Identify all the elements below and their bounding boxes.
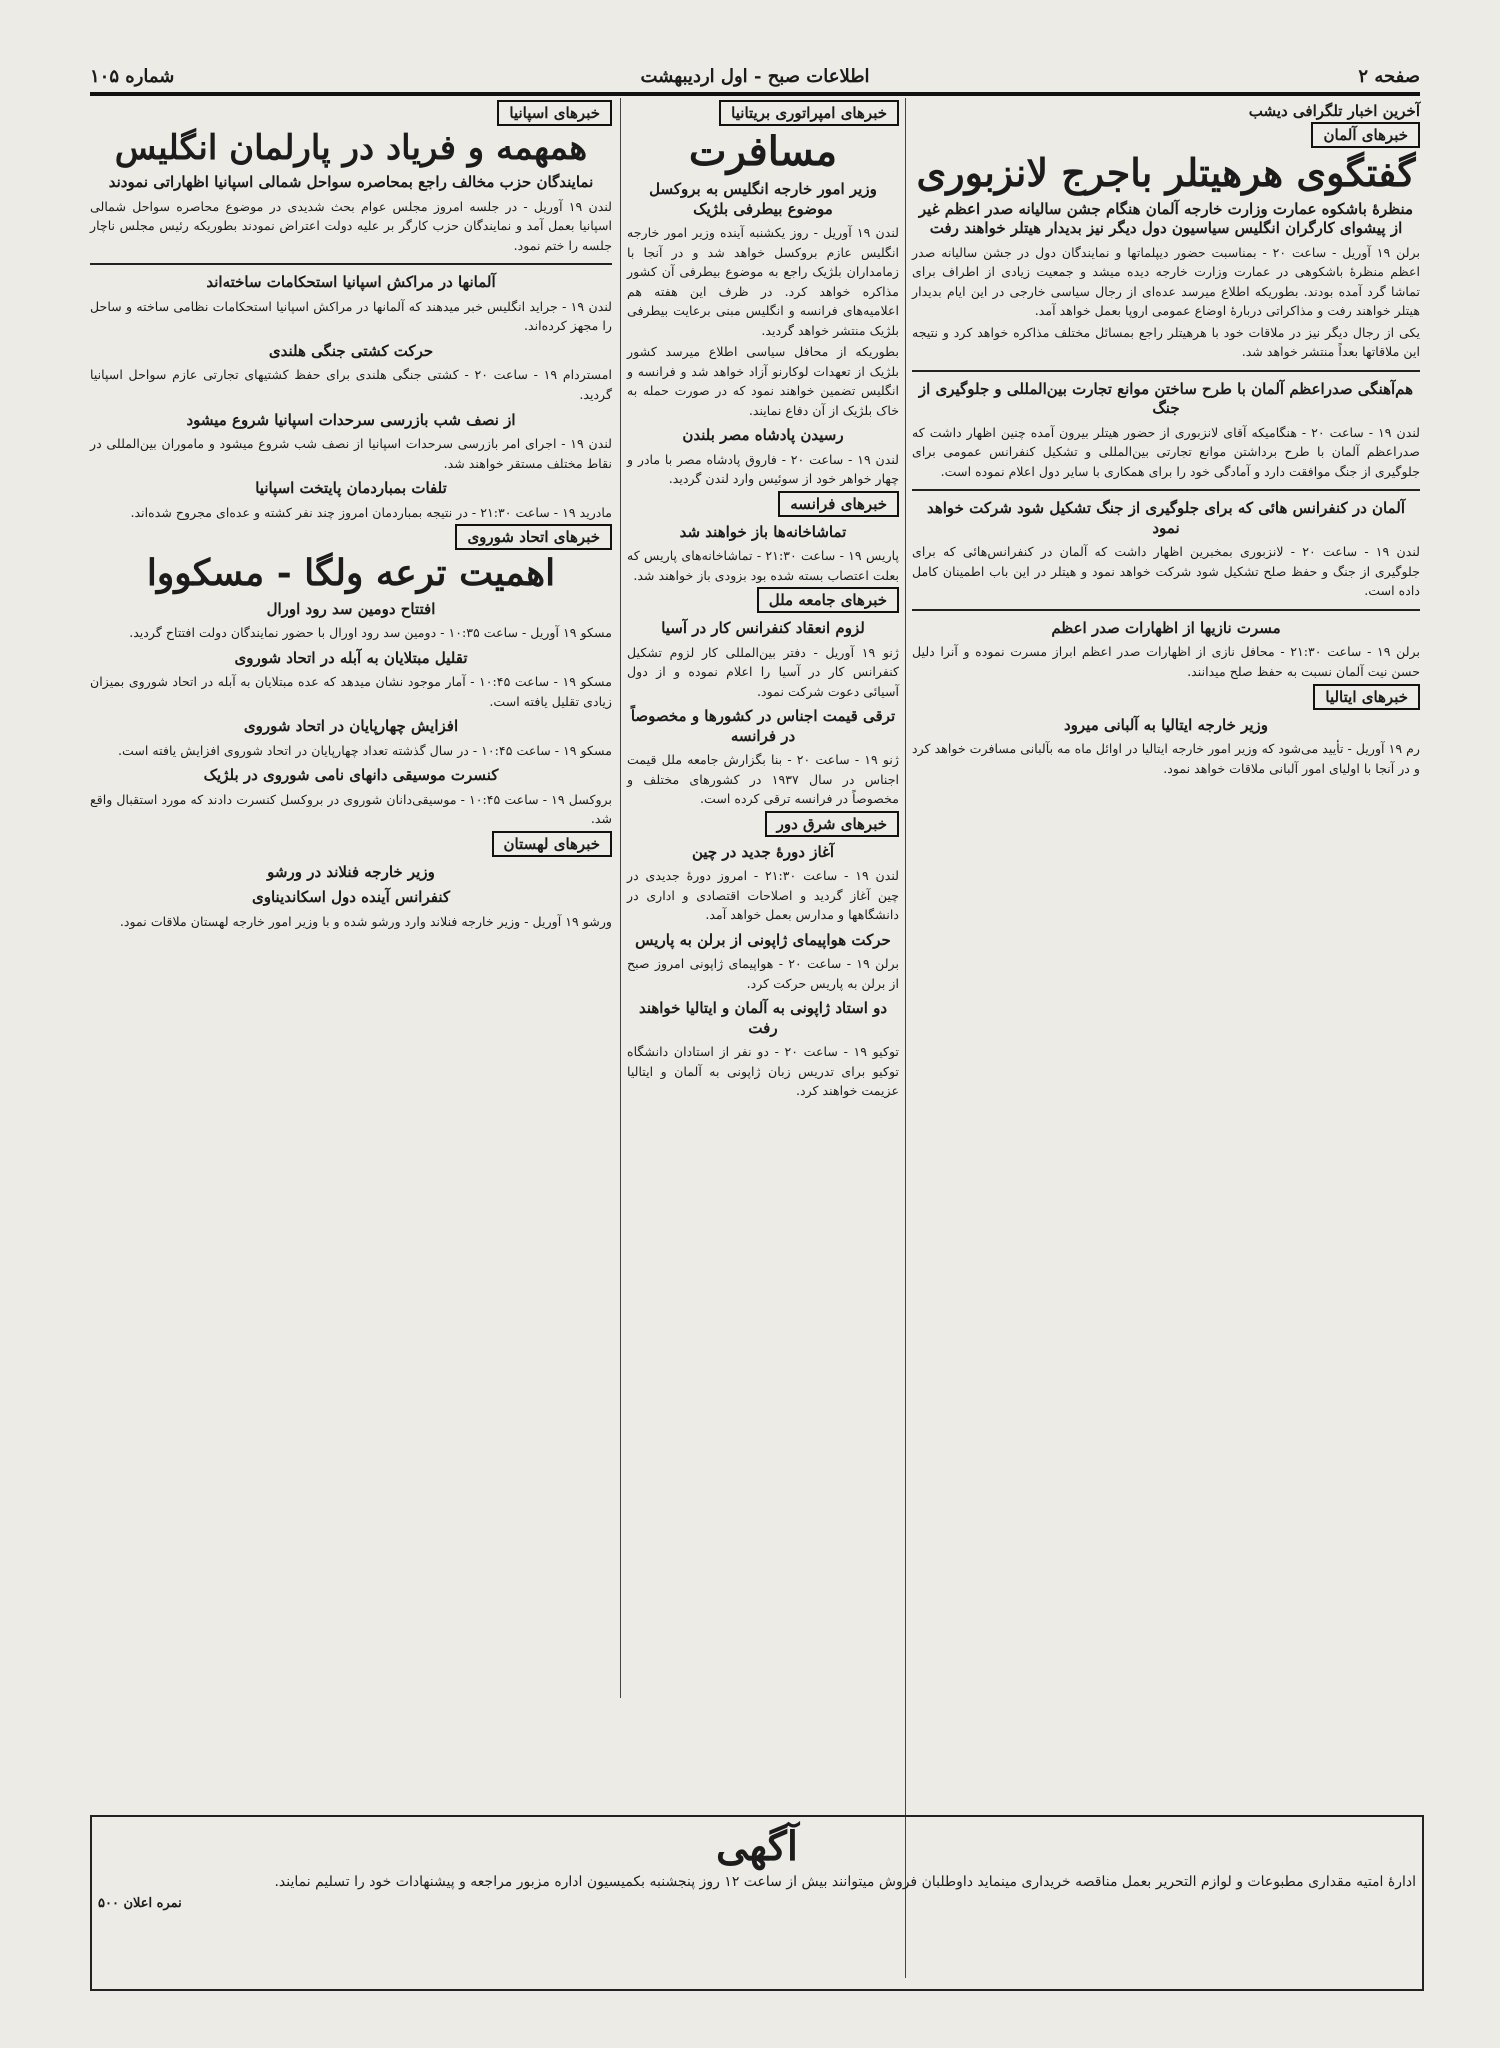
article-body: مادرید ۱۹ - ساعت ۲۱:۳۰ - در نتیجه بمباردمان امروز چند نفر کشته و عده‌ای مجروح شده‌اند. <box>130 504 612 520</box>
headline-hitler-lansbury: گفتگوی هرهیتلر باجرج لانزبوری <box>916 150 1416 195</box>
article-body: رم ۱۹ آوریل - تأیید می‌شود که وزیر امور خارجه ایتالیا در اوائل ماه مه بآلبانی مسافرت خواهد کرد و در آنجا با اولیای امور آلبانی ملاقات خواهد نمود. <box>912 741 1420 776</box>
subheadline: ترقی قیمت اجناس در کشورها و مخصوصاً در فرانسه <box>630 707 896 745</box>
subheadline: آلمانها در مراکش اسپانیا استحکامات ساخته‌اند <box>206 273 496 292</box>
section-germany: خبرهای آلمان <box>1311 122 1420 148</box>
section-spain: خبرهای اسپانیا <box>497 100 612 126</box>
subheadline: رسیدن پادشاه مصر بلندن <box>682 426 844 445</box>
latest-news-kicker: آخرین اخبار تلگرافی دیشب <box>1248 102 1420 120</box>
article-body: برلن ۱۹ آوریل - ساعت ۲۰ - بمناسبت حضور دیپلماتها و نمایندگان دول در جشن سالیانه صدر اعظم منظرهٔ باشکوهی در عمارت وزارت خارجه دیده میشد و جمعیت زیادی از اطراف برای تماشا گرد آمده بودند. بطوریکه اطلاع میرسد عده‌ای از رجال سیاسی خارجی در این ایام بدیدار هیتلر خواهند رفت و مذاکراتی دربارهٔ اوضاع عمومی اروپا بعمل خواهد آمد. <box>912 244 1420 319</box>
headline-travel: مسافرت <box>688 128 838 175</box>
column-right <box>912 100 1420 780</box>
ad-body: ادارهٔ امتیه مقداری مطبوعات و لوازم التحریر بعمل مناقصه خریداری مینماید داوطلبان فروش میتوانند بیش از ساعت ۱۲ روز پنجشنبه بکمیسیون اداره مزبور مراجعه و پیشنهادات خود را تسلیم نمایند. <box>274 1874 1416 1890</box>
subheadline: منظرهٔ باشکوه عمارت وزارت خارجه آلمان هنگام جشن سالیانه صدر اعظم غیر از پیشوای کارگران انگلیس سیاسیون دول دیگر نیز بدیدار هیتلر خواهند رفت <box>918 199 1414 238</box>
divider <box>912 609 1420 611</box>
subheadline: کنفرانس آینده دول اسکاندیناوی <box>252 888 450 907</box>
divider <box>912 489 1420 491</box>
article-body: بروکسل ۱۹ - ساعت ۱۰:۴۵ - موسیقی‌دانان شوروی در بروکسل کنسرت دادند که مورد استقبال واقع شد. <box>90 791 613 827</box>
article-body: ژنو ۱۹ آوریل - دفتر بین‌المللی کار لزوم تشکیل کنفرانس کار در آسیا را اعلام نموده و از دول آسیائی دعوت شرکت نمود. <box>627 644 899 699</box>
article-body: لندن ۱۹ - ساعت ۲۰ - لانزبوری بمخبرین اظهار داشت که آلمان در کنفرانس‌هائی که برای جلوگیری از جنگ و حفظ صلح تشکیل شود شرکت خواهد نمود و هیتلر در این باب اطمینان کامل داده است. <box>912 544 1420 599</box>
article-body: ژنو ۱۹ - ساعت ۲۰ - بنا بگزارش جامعه ملل قیمت اجناس در سال ۱۹۳۷ در کشورهای مختلف و مخصوصاً در فرانسه ترقی کرده است. <box>627 752 899 807</box>
subheadline: لزوم انعقاد کنفرانس کار در آسیا <box>661 619 865 638</box>
subheadline: آغاز دورهٔ جدید در چین <box>691 842 835 861</box>
headline-volga-moscow: اهمیت ترعه ولگا - مسکووا <box>146 552 556 595</box>
column-divider <box>905 98 906 1978</box>
article-body: لندن ۱۹ - ساعت ۲۱:۳۰ - امروز دورهٔ جدیدی در چین آغاز گردید و اصلاحات اقتصادی و اداری در دانشگاهها و مدارس بعمل خواهد آمد. <box>627 868 900 923</box>
subheadline: دو استاد ژاپونی به آلمان و ایتالیا خواهند رفت <box>638 999 888 1037</box>
article-body: برلن ۱۹ - ساعت ۲۰ - هواپیمای ژاپونی امروز صبح از برلن به پاریس حرکت کرد. <box>627 956 899 991</box>
headline-uk-parliament: همهمه و فریاد در پارلمان انگلیس <box>114 128 588 168</box>
article-body: لندن ۱۹ - جراید انگلیس خبر میدهند که آلمانها در مراکش اسپانیا استحکامات نظامی ساخته و ساحل را مجهز کرده‌اند. <box>90 298 613 334</box>
subheadline: افتتاح دومین سد رود اورال <box>266 599 436 618</box>
subheadline: حرکت کشتی جنگی هلندی <box>268 341 434 360</box>
subheadline: کنسرت موسیقی دانهای نامی شوروی در بلژیک <box>203 766 499 785</box>
section-league-of-nations: خبرهای جامعه ملل <box>757 587 899 613</box>
advertisement-box <box>90 1815 1424 1991</box>
subheadline: نمایندگان حزب مخالف راجع بمحاصره سواحل شمالی اسپانیا اظهاراتی نمودند <box>108 173 594 192</box>
section-france: خبرهای فرانسه <box>778 491 899 517</box>
issue-number: شماره ۱۰۵ <box>90 66 175 87</box>
column-left <box>90 100 612 933</box>
page-number: صفحه ۲ <box>1358 66 1420 87</box>
subheadline: از نصف شب بازرسی سرحدات اسپانیا شروع میشود <box>186 410 516 429</box>
subheadline: افزایش چهارپایان در اتحاد شوروی <box>243 717 459 736</box>
subheadline: تماشاخانه‌ها باز خواهند شد <box>679 522 847 541</box>
subheadline: تلفات بمباردمان پایتخت اسپانیا <box>255 479 447 498</box>
section-soviet-union: خبرهای اتحاد شوروی <box>455 524 612 550</box>
paper-title: اطلاعات صبح - اول اردیبهشت <box>640 66 870 87</box>
ad-code: نمره اعلان ۵۰۰ <box>98 1895 182 1911</box>
article-body: پاریس ۱۹ - ساعت ۲۱:۳۰ - تماشاخانه‌های پاریس که بعلت اعتصاب بسته شده بود بزودی باز خواهند شد. <box>627 548 899 583</box>
ad-title: آگهی <box>716 1823 798 1870</box>
article-body: توکیو ۱۹ - ساعت ۲۰ - دو نفر از استادان دانشگاه توکیو برای تدریس زبان ژاپونی به آلمان و ایتالیا عزیمت خواهند کرد. <box>627 1044 899 1099</box>
article-body: بطوریکه از محافل سیاسی اطلاع میرسد کشور بلژیک از تعهدات لوکارنو آزاد خواهد شد و فرانسه و انگلیس تضمین خواهند نمود که در صورت حمله به خاک بلژیک از آن دفاع نمایند. <box>627 344 899 418</box>
subheadline: وزیر امور خارجه انگلیس به بروکسل موضوع بیطرفی بلژیک <box>649 180 877 218</box>
subheadline: وزیر خارجه فنلاند در ورشو <box>267 862 435 881</box>
subheadline: حرکت هواپیمای ژاپونی از برلن به پاریس <box>635 930 891 949</box>
subheadline: آلمان در کنفرانس هائی که برای جلوگیری از جنگ تشکیل شود شرکت خواهد نمود <box>926 499 1405 537</box>
column-middle <box>627 100 899 1103</box>
article-body: لندن ۱۹ - اجرای امر بازرسی سرحدات اسپانیا از نصف شب شروع میشود و ماموران بین‌المللی در نقاط مختلف مستقر خواهند شد. <box>90 436 612 471</box>
article-body: مسکو ۱۹ آوریل - ساعت ۱۰:۳۵ - دومین سد رود اورال با حضور نمایندگان دولت افتتاح گردید. <box>129 625 612 641</box>
divider <box>912 370 1420 372</box>
article-body: لندن ۱۹ آوریل - در جلسه امروز مجلس عوام بحث شدیدی در موضوع محاصره سواحل شمالی اسپانیا بعمل آمد و نمایندگان حزب کارگر بر علیه دولت اعتراض نمودند بطوریکه رئیس مجلس ناچار جلسه را ختم نمود. <box>90 198 612 253</box>
masthead <box>90 66 1420 96</box>
article-body: برلن ۱۹ - ساعت ۲۱:۳۰ - محافل نازی از اظهارات صدر اعظم ابراز مسرت نموده و آنرا دلیل حسن نیت آلمان نسبت به حفظ صلح میدانند. <box>912 644 1420 679</box>
article-body: لندن ۱۹ - ساعت ۲۰ - هنگامیکه آقای لانزبوری از حضور هیتلر بیرون آمده چنین اظهار داشت که صدراعظم آلمان با طرح برداشتن موانع تجارتی بین‌المللی و تشکیل کنفرانس عمومی برای جلوگیری از جنگ موافقت دارد و آمادگی خود را برای همکاری با سایر دول اعلام نموده است. <box>912 424 1420 479</box>
article-body: ورشو ۱۹ آوریل - وزیر خارجه فنلاند وارد ورشو شده و با وزیر امور خارجه لهستان ملاقات نمود. <box>119 913 612 929</box>
subheadline: وزیر خارجه ایتالیا به آلبانی میرود <box>1063 715 1269 734</box>
section-poland: خبرهای لهستان <box>492 831 613 857</box>
section-british-empire: خبرهای امپراتوری بریتانیا <box>719 100 899 126</box>
subheadline: هم‌آهنگی صدراعظم آلمان با طرح ساختن موانع تجارت بین‌المللی و جلوگیری از جنگ <box>918 379 1414 418</box>
article-body: یکی از رجال دیگر نیز در ملاقات خود با هرهیتلر راجع بمسائل مختلف مذاکره خواهد کرد و نتیجه این ملاقاتها بعداً منتشر خواهد شد. <box>912 324 1420 360</box>
article-body: امستردام ۱۹ - ساعت ۲۰ - کشتی جنگی هلندی برای حفظ کشتیهای تجارتی عازم سواحل اسپانیا گردید. <box>90 367 612 402</box>
article-body: لندن ۱۹ - ساعت ۲۰ - فاروق پادشاه مصر با مادر و چهار خواهر خود از سوئیس وارد لندن گردید. <box>627 451 899 487</box>
article-body: لندن ۱۹ آوریل - روز یکشنبه آینده وزیر امور خارجه انگلیس عازم بروکسل خواهد شد و در آنجا با زمامداران بلژیک راجع به موضوع بیطرفی آن کشور مذاکره خواهد کرد. در ظرف این هفته هم اعلامیه‌های فرانسه و انگلیس مبنی برعایت بیطرفی بلژیک منتشر خواهد گردید. <box>627 225 899 338</box>
article-body: مسکو ۱۹ - ساعت ۱۰:۴۵ - آمار موجود نشان میدهد که عده مبتلایان به آبله در اتحاد شوروی بمیزان زیادی تقلیل یافته است. <box>90 674 612 709</box>
subheadline: مسرت نازیها از اظهارات صدر اعظم <box>1051 618 1281 637</box>
divider <box>90 263 612 265</box>
section-italy: خبرهای ایتالیا <box>1313 684 1420 710</box>
section-far-east: خبرهای شرق دور <box>765 811 899 837</box>
column-divider <box>620 98 621 1698</box>
article-body: مسکو ۱۹ - ساعت ۱۰:۴۵ - در سال گذشته تعداد چهارپایان در اتحاد شوروی افزایش یافته است. <box>117 742 612 758</box>
subheadline: تقلیل مبتلایان به آبله در اتحاد شوروی <box>234 648 468 667</box>
